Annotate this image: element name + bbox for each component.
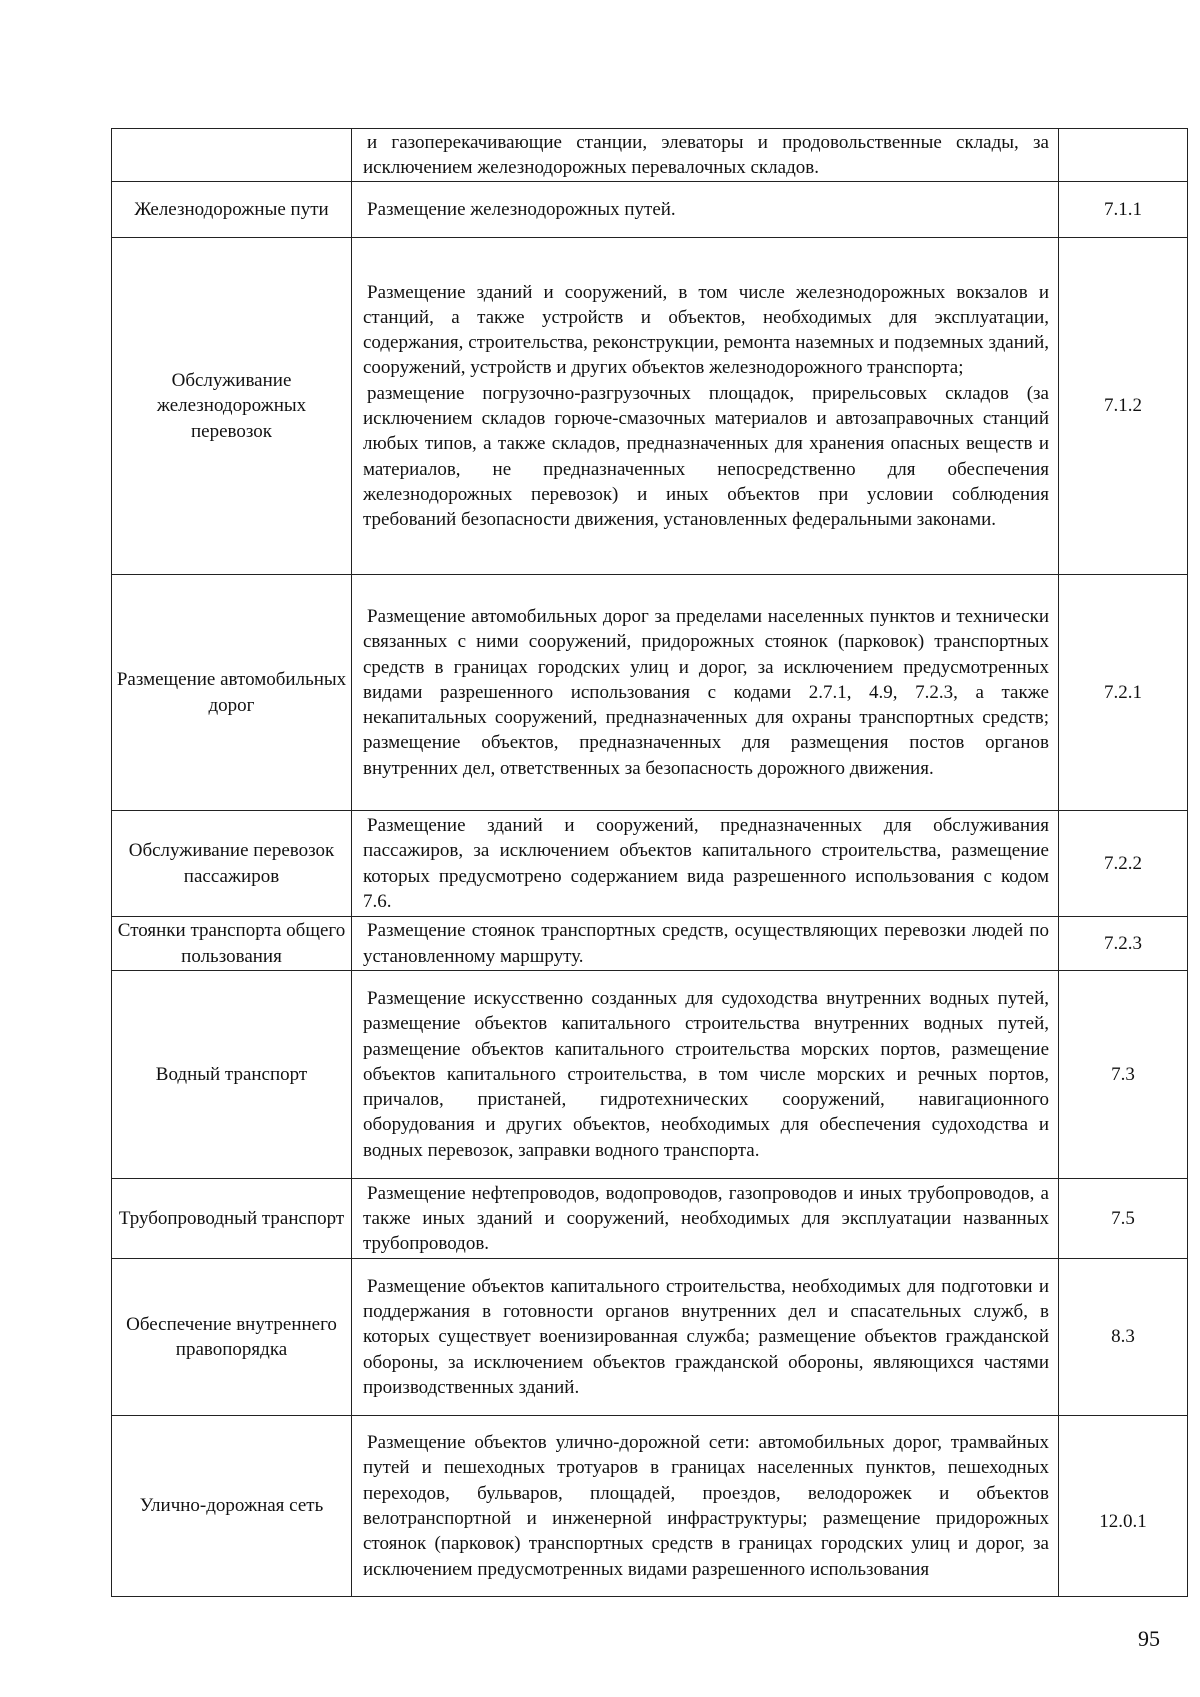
table-body [112, 129, 1188, 1597]
description-paragraph: Размещение зданий и сооружений, предназначенных для обслуживания пассажиров, за исключением объектов капитального строительства, размещение которых предусмотрено содержанием вида разрешенного использования с кодом 7.6. [363, 814, 1049, 912]
table-row [112, 971, 1188, 1179]
table-row [112, 182, 1188, 238]
description-paragraph: Размещение нефтепроводов, водопроводов, газопроводов и иных трубопроводов, а также иных зданий и сооружений, необходимых для эксплуатации названных трубопроводов. [363, 1182, 1049, 1255]
description-paragraph: Размещение железнодорожных путей. [367, 198, 676, 220]
description-paragraph: Размещение автомобильных дорог за пределами населенных пунктов и технически связанных с ними сооружений, придорожных стоянок (парковок) транспортных средств в границах городских улиц и дорог, за исключением предусмотренных видами разрешенного использования с кодами 2.7.1, 4.9, 7.2.3, а также некапитальных сооружений, предназначенных для охраны транспортных средств; размещение объектов, предназначенных для размещения постов органов внутренних дел, ответственных за безопасность дорожного движения. [363, 605, 1049, 779]
row-code-cell: 7.1.1 [1059, 182, 1188, 238]
description-paragraph: Размещение объектов капитального строительства, необходимых для подготовки и поддержания в готовности органов внутренних дел и спасательных служб, в которых существует военизированная служба; размещение объектов гражданской обороны, за исключением объектов гражданской обороны, являющихся частями производственных зданий. [363, 1275, 1049, 1398]
page-number: 95 [1138, 1626, 1160, 1651]
row-description-cell [352, 917, 1059, 971]
table-row [112, 917, 1188, 971]
row-name-cell: Размещение автомобильных дорог [112, 575, 352, 811]
description-paragraph: Размещение объектов улично-дорожной сети: автомобильных дорог, трамвайных путей и пешеходных тротуаров в границах населенных пунктов, пешеходных переходов, бульваров, площадей, проездов, велодорожек и объектов велотранспортной и инженерной инфраструктуры; размещение придорожных стоянок (парковок) транспортных средств в границах городских улиц и дорог, за исключением предусмотренных видами разрешенного использования [363, 1432, 1049, 1580]
row-description-cell [352, 1259, 1059, 1416]
row-name-cell: Улично-дорожная сеть [112, 1416, 352, 1597]
table-row [112, 811, 1188, 917]
row-code-cell: 7.3 [1059, 971, 1188, 1179]
table-row [112, 238, 1188, 575]
row-description-cell [352, 238, 1059, 575]
row-code-cell: 7.2.1 [1059, 575, 1188, 811]
row-code-cell [1059, 129, 1188, 182]
row-description-cell [352, 1416, 1059, 1597]
row-code-cell: 7.2.3 [1059, 917, 1188, 971]
row-description-cell [352, 811, 1059, 917]
row-name-cell: Обслуживание железнодорожных перевозок [112, 238, 352, 575]
row-code-cell: 7.2.2 [1059, 811, 1188, 917]
table-row [112, 575, 1188, 811]
row-description-cell [352, 575, 1059, 811]
description-paragraph: Размещение стоянок транспортных средств, осуществляющих перевозки людей по установленному маршруту. [363, 920, 1049, 967]
row-name-cell: Обслуживание перевозок пассажиров [112, 811, 352, 917]
row-code-cell: 7.1.2 [1059, 238, 1188, 575]
table-row [112, 1416, 1188, 1597]
description-paragraph: Размещение зданий и сооружений, в том числе железнодорожных вокзалов и станций, а также устройств и объектов, необходимых для эксплуатации, содержания, строительства, реконструкции, ремонта наземных и подземных зданий, сооружений, устройств и других объектов железнодорожного транспорта; [363, 281, 1049, 379]
row-name-cell: Стоянки транспорта общего пользования [112, 917, 352, 971]
row-description-cell [352, 182, 1059, 238]
row-description-cell [352, 1179, 1059, 1259]
row-name-cell: Трубопроводный транспорт [112, 1179, 352, 1259]
row-code-cell: 7.5 [1059, 1179, 1188, 1259]
table-row [112, 129, 1188, 182]
row-code-cell: 12.0.1 [1059, 1416, 1188, 1597]
row-description-cell [352, 129, 1059, 182]
description-paragraph: и газоперекачивающие станции, элеваторы и продовольственные склады, за исключением железнодорожных перевалочных складов. [363, 131, 1049, 178]
row-name-cell: Водный транспорт [112, 971, 352, 1179]
description-paragraph: Размещение искусственно созданных для судоходства внутренних водных путей, размещение объектов капитального строительства внутренних водных путей, размещение объектов капитального строительства морских портов, размещение объектов капитального строительства, в том числе морских и речных портов, причалов, пристаней, гидротехнических сооружений, навигационного оборудования и других объектов, необходимых для обеспечения судоходства и водных перевозок, заправки водного транспорта. [363, 987, 1049, 1161]
row-code-cell: 8.3 [1059, 1259, 1188, 1416]
row-name-cell: Железнодорожные пути [112, 182, 352, 238]
row-name-cell [112, 129, 352, 182]
table-row [112, 1179, 1188, 1259]
row-description-cell [352, 971, 1059, 1179]
row-name-cell: Обеспечение внутреннего правопорядка [112, 1259, 352, 1416]
land-use-table [111, 128, 1188, 1597]
table-row [112, 1259, 1188, 1416]
description-paragraph: размещение погрузочно-разгрузочных площадок, прирельсовых складов (за исключением складов горюче-смазочных материалов и автозаправочных станций любых типов, а также складов, предназначенных для хранения опасных веществ и материалов, не предназначенных непосредственно для обеспечения железнодорожных перевозок) и иных объектов при условии соблюдения требований безопасности движения, установленных федеральными законами. [363, 382, 1049, 531]
